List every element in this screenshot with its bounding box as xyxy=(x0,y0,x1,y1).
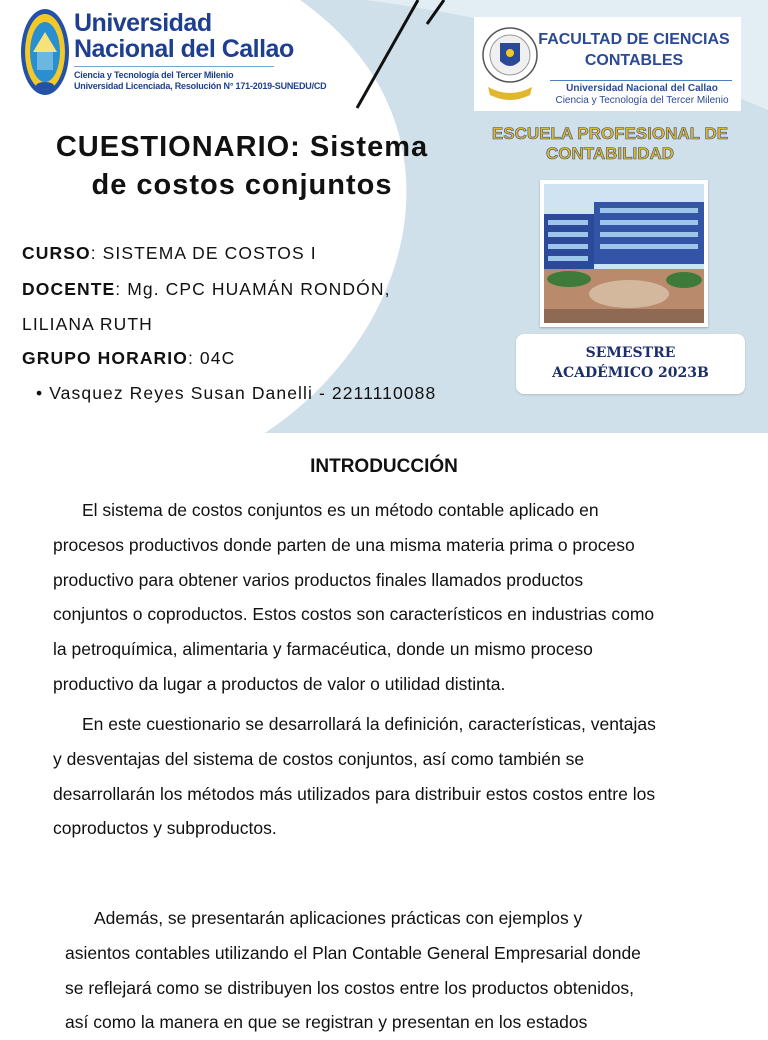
faculty-seal-icon xyxy=(480,25,540,103)
student-item xyxy=(36,383,436,404)
paragraph-1 xyxy=(53,493,654,702)
teacher-value: : Mg. CPC HUAMÁN RONDÓN, xyxy=(115,279,391,299)
semester-badge xyxy=(516,334,745,394)
teacher-label: DOCENTE xyxy=(22,279,116,299)
faculty-title xyxy=(534,29,734,71)
university-tagline2: Universidad Licenciada, Resolución N° 171-2019-SUNEDU/CD xyxy=(74,81,327,91)
faculty-tagline: Ciencia y Tecnología del Tercer Milenio xyxy=(555,95,729,106)
group-line xyxy=(22,348,235,369)
paragraph-1-line: productivo para obtener varios productos finales llamados productos xyxy=(53,569,584,590)
paragraph-1-line: conjuntos o coproductos. Estos costos son característicos en industrias como xyxy=(53,604,655,625)
paragraph-2-line: En este cuestionario se desarrollará la definición, características, ventajas xyxy=(82,714,656,734)
paragraph-2-line: coproductos y subproductos. xyxy=(53,818,277,839)
faculty-title-line1: FACULTAD DE CIENCIAS xyxy=(538,31,730,48)
document-title xyxy=(22,128,462,204)
university-tagline1: Ciencia y Tecnología del Tercer Milenio xyxy=(74,70,234,80)
semester-line2: ACADÉMICO 2023B xyxy=(552,365,709,381)
faculty-logo-card xyxy=(474,17,741,111)
school-name-line2: CONTABILIDAD xyxy=(545,144,675,163)
faculty-university: Universidad Nacional del Callao xyxy=(566,83,718,94)
bullet-icon: • xyxy=(36,383,44,403)
university-seal-icon xyxy=(20,8,70,96)
university-name xyxy=(74,10,294,62)
paragraph-1-line: El sistema de costos conjuntos es un método contable aplicado en xyxy=(82,500,599,520)
course-line xyxy=(22,243,317,264)
paragraph-1-line: productivo da lugar a productos de valor o utilidad distinta. xyxy=(53,673,506,694)
teacher-line xyxy=(22,279,391,300)
group-label: GRUPO HORARIO xyxy=(22,348,188,368)
course-value: : SISTEMA DE COSTOS I xyxy=(90,243,317,263)
faculty-title-line2: CONTABLES xyxy=(584,52,684,69)
paragraph-2-line: y desventajas del sistema de costos conjuntos, así como también se xyxy=(53,748,585,769)
student-name: Vasquez Reyes Susan Danelli - 2211110088 xyxy=(49,383,437,403)
campus-image xyxy=(544,184,704,323)
paragraph-3-line: Además, se presentarán aplicaciones prácticas con ejemplos y xyxy=(94,908,583,928)
faculty-divider xyxy=(550,80,732,81)
school-name-line1: ESCUELA PROFESIONAL DE xyxy=(491,124,729,143)
paragraph-2-line: desarrollarán los métodos más utilizados para distribuir estos costos entre los xyxy=(53,783,656,804)
introduction-heading: INTRODUCCIÓN xyxy=(310,456,458,477)
cover-page xyxy=(0,0,768,433)
course-label: CURSO xyxy=(22,243,91,263)
document-title-line1: CUESTIONARIO: Sistema xyxy=(55,131,429,163)
teacher-value-line2: LILIANA RUTH xyxy=(22,314,153,334)
document-title-line2: de costos conjuntos xyxy=(91,169,393,201)
campus-photo xyxy=(540,180,708,327)
group-value: : 04C xyxy=(187,348,236,368)
university-tagline xyxy=(74,70,326,92)
paragraph-3 xyxy=(65,901,641,1040)
paragraph-2 xyxy=(53,707,656,846)
paragraph-3-line: así como la manera en que se registran y presentan en los estados xyxy=(65,1012,588,1033)
university-divider xyxy=(74,66,274,67)
paragraph-3-line: asientos contables utilizando el Plan Contable General Empresarial donde xyxy=(65,942,641,963)
semester-line1: SEMESTRE xyxy=(585,345,676,361)
paragraph-1-line: la petroquímica, alimentaria y farmacéutica, donde un mismo proceso xyxy=(53,639,593,660)
paragraph-3-line: se reflejará como se distribuyen los costos entre los productos obtenidos, xyxy=(65,977,635,998)
university-name-line1: Universidad xyxy=(74,9,212,37)
university-name-line2: Nacional del Callao xyxy=(74,35,294,63)
school-name xyxy=(460,124,760,164)
paragraph-1-line: procesos productivos donde parten de una misma materia prima o proceso xyxy=(53,534,635,555)
